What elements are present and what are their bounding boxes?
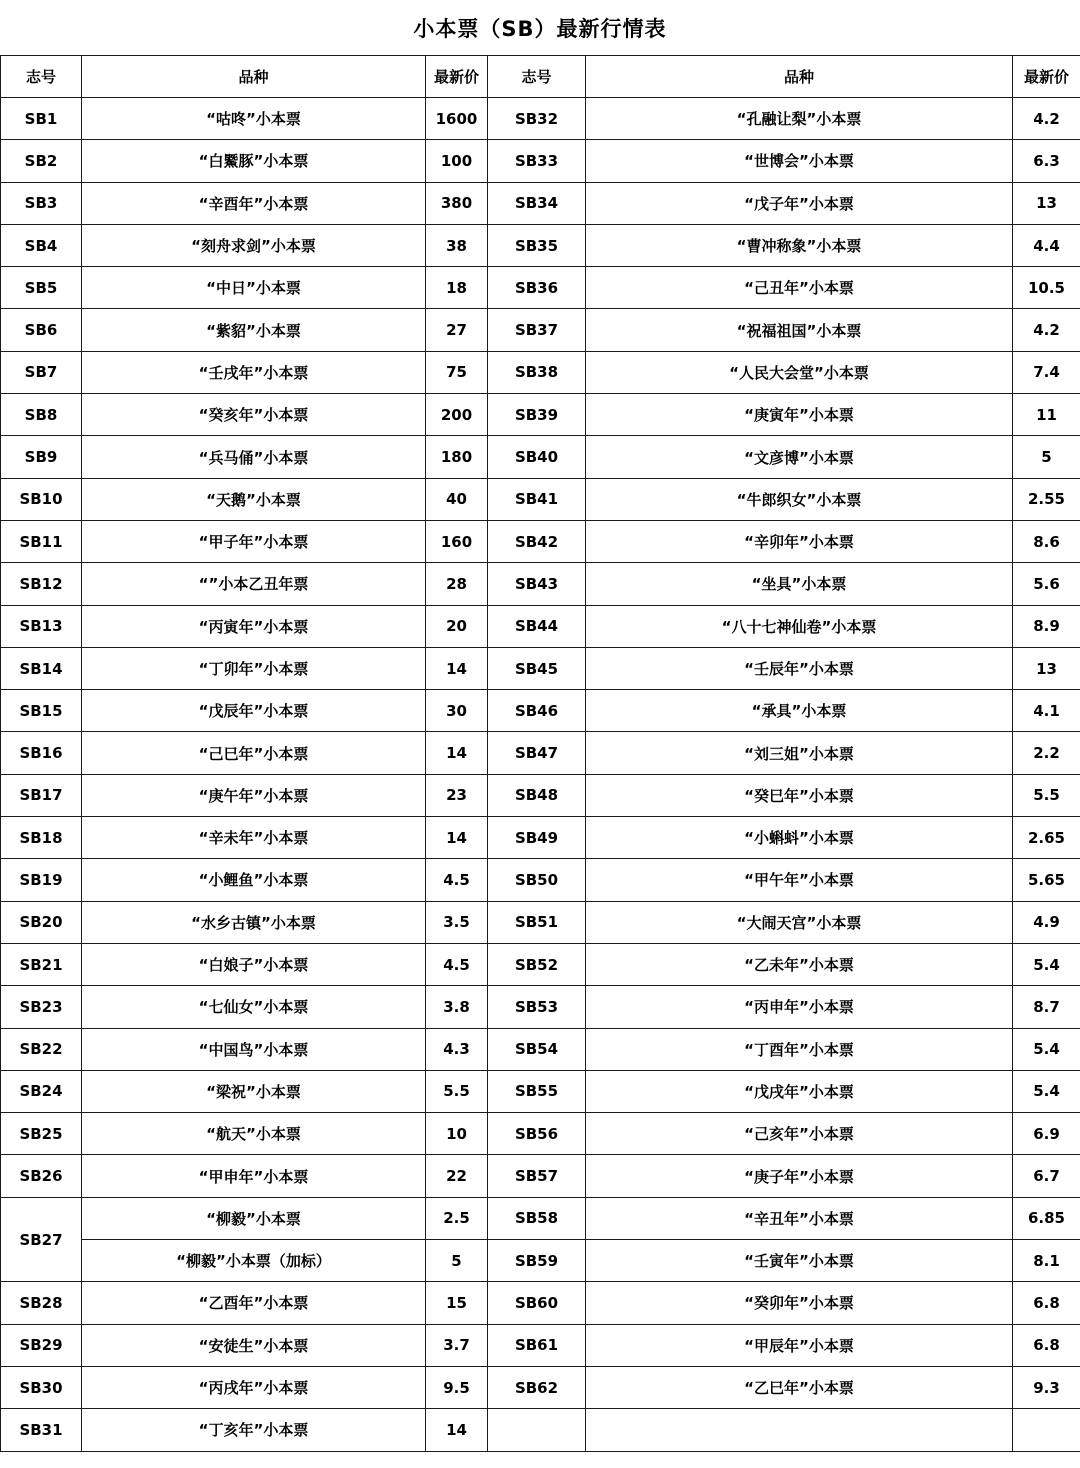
- stamp-price: 40: [426, 478, 488, 520]
- table-row: [1, 267, 1080, 309]
- stamp-variety: “壬寅年”小本票: [586, 1240, 1013, 1282]
- stamp-price: 8.1: [1013, 1240, 1080, 1282]
- stamp-price: 4.2: [1013, 98, 1080, 140]
- table-row: [1, 774, 1080, 816]
- stamp-variety: “辛卯年”小本票: [586, 520, 1013, 562]
- stamp-code: SB45: [488, 647, 586, 689]
- table-row: [1, 1240, 1080, 1282]
- stamp-variety: “丙寅年”小本票: [82, 605, 426, 647]
- table-row: [1, 478, 1080, 520]
- stamp-price: 5.65: [1013, 859, 1080, 901]
- stamp-price: [1013, 1409, 1080, 1451]
- stamp-variety: “坐具”小本票: [586, 563, 1013, 605]
- stamp-price: 5.4: [1013, 1070, 1080, 1112]
- table-row: [1, 647, 1080, 689]
- stamp-code: SB25: [1, 1113, 82, 1155]
- table-row: [1, 1070, 1080, 1112]
- stamp-code: SB52: [488, 943, 586, 985]
- stamp-price: 5.5: [426, 1070, 488, 1112]
- stamp-code: SB42: [488, 520, 586, 562]
- table-row: [1, 182, 1080, 224]
- stamp-price: 6.8: [1013, 1282, 1080, 1324]
- stamp-variety: “丁亥年”小本票: [82, 1409, 426, 1451]
- header-price: 最新价: [426, 56, 488, 98]
- stamp-variety: “人民大会堂”小本票: [586, 351, 1013, 393]
- stamp-variety: “庚寅年”小本票: [586, 394, 1013, 436]
- stamp-variety: “牛郎织女”小本票: [586, 478, 1013, 520]
- stamp-variety: “丁卯年”小本票: [82, 647, 426, 689]
- stamp-code: SB50: [488, 859, 586, 901]
- stamp-variety: “甲子年”小本票: [82, 520, 426, 562]
- table-row: [1, 1324, 1080, 1366]
- stamp-variety: “戊戌年”小本票: [586, 1070, 1013, 1112]
- header-price: 最新价: [1013, 56, 1080, 98]
- stamp-code: SB61: [488, 1324, 586, 1366]
- stamp-price: 5: [426, 1240, 488, 1282]
- stamp-variety: “世博会”小本票: [586, 140, 1013, 182]
- stamp-code: SB51: [488, 901, 586, 943]
- table-row: [1, 1028, 1080, 1070]
- table-row: [1, 140, 1080, 182]
- stamp-variety: “甲午年”小本票: [586, 859, 1013, 901]
- stamp-price: 5.4: [1013, 943, 1080, 985]
- stamp-variety: “刘三姐”小本票: [586, 732, 1013, 774]
- stamp-code: SB5: [1, 267, 82, 309]
- table-row: [1, 986, 1080, 1028]
- table-row: [1, 224, 1080, 266]
- stamp-price: 22: [426, 1155, 488, 1197]
- stamp-variety: “小蝌蚪”小本票: [586, 817, 1013, 859]
- stamp-variety: “辛未年”小本票: [82, 817, 426, 859]
- stamp-variety: “柳毅”小本票: [82, 1197, 426, 1239]
- table-body: [1, 98, 1080, 1452]
- table-row: [1, 1113, 1080, 1155]
- stamp-price: 5: [1013, 436, 1080, 478]
- stamp-variety: “七仙女”小本票: [82, 986, 426, 1028]
- stamp-code: SB47: [488, 732, 586, 774]
- stamp-price: 2.65: [1013, 817, 1080, 859]
- header-code: 志号: [1, 56, 82, 98]
- stamp-code: SB29: [1, 1324, 82, 1366]
- stamp-variety: “癸亥年”小本票: [82, 394, 426, 436]
- stamp-code: SB23: [1, 986, 82, 1028]
- stamp-price: 13: [1013, 182, 1080, 224]
- table-row: [1, 901, 1080, 943]
- stamp-variety: “庚午年”小本票: [82, 774, 426, 816]
- stamp-code: SB59: [488, 1240, 586, 1282]
- stamp-price: 3.7: [426, 1324, 488, 1366]
- stamp-variety: “白鱀豚”小本票: [82, 140, 426, 182]
- stamp-code: SB13: [1, 605, 82, 647]
- stamp-variety: “丁酉年”小本票: [586, 1028, 1013, 1070]
- stamp-code: SB37: [488, 309, 586, 351]
- stamp-variety: “八十七神仙卷”小本票: [586, 605, 1013, 647]
- quotes-table: [0, 55, 1080, 1452]
- stamp-price: 5.4: [1013, 1028, 1080, 1070]
- stamp-variety: “梁祝”小本票: [82, 1070, 426, 1112]
- stamp-code: SB4: [1, 224, 82, 266]
- stamp-price: 6.8: [1013, 1324, 1080, 1366]
- stamp-price: 160: [426, 520, 488, 562]
- stamp-code: SB58: [488, 1197, 586, 1239]
- stamp-price: 7.4: [1013, 351, 1080, 393]
- stamp-code: SB40: [488, 436, 586, 478]
- stamp-variety: “承具”小本票: [586, 690, 1013, 732]
- stamp-price: 14: [426, 732, 488, 774]
- stamp-price: 9.3: [1013, 1366, 1080, 1408]
- stamp-code: SB19: [1, 859, 82, 901]
- stamp-price: 20: [426, 605, 488, 647]
- header-variety: 品种: [82, 56, 426, 98]
- table-row: [1, 520, 1080, 562]
- stamp-price: 11: [1013, 394, 1080, 436]
- stamp-variety: “小鲤鱼”小本票: [82, 859, 426, 901]
- stamp-price: 5.5: [1013, 774, 1080, 816]
- stamp-code: SB60: [488, 1282, 586, 1324]
- stamp-variety: “曹冲称象”小本票: [586, 224, 1013, 266]
- stamp-code: [488, 1409, 586, 1451]
- stamp-variety: [586, 1409, 1013, 1451]
- stamp-price: 8.7: [1013, 986, 1080, 1028]
- stamp-variety: “紫貂”小本票: [82, 309, 426, 351]
- stamp-price: 8.9: [1013, 605, 1080, 647]
- stamp-variety: “安徒生”小本票: [82, 1324, 426, 1366]
- stamp-code: SB12: [1, 563, 82, 605]
- stamp-price: 4.1: [1013, 690, 1080, 732]
- stamp-variety: “己亥年”小本票: [586, 1113, 1013, 1155]
- page-title: 小本票（SB）最新行情表: [413, 17, 667, 41]
- stamp-code: SB17: [1, 774, 82, 816]
- stamp-code: SB6: [1, 309, 82, 351]
- stamp-code: SB41: [488, 478, 586, 520]
- stamp-price: 100: [426, 140, 488, 182]
- stamp-variety: “刻舟求剑”小本票: [82, 224, 426, 266]
- stamp-code: SB38: [488, 351, 586, 393]
- table-row: [1, 351, 1080, 393]
- stamp-code: SB53: [488, 986, 586, 1028]
- stamp-variety: “咕咚”小本票: [82, 98, 426, 140]
- stamp-code: SB15: [1, 690, 82, 732]
- stamp-price: 6.7: [1013, 1155, 1080, 1197]
- stamp-variety: “水乡古镇”小本票: [82, 901, 426, 943]
- stamp-price: 23: [426, 774, 488, 816]
- stamp-variety: “乙未年”小本票: [586, 943, 1013, 985]
- stamp-price: 6.3: [1013, 140, 1080, 182]
- stamp-variety: “庚子年”小本票: [586, 1155, 1013, 1197]
- stamp-price: 30: [426, 690, 488, 732]
- stamp-code: SB48: [488, 774, 586, 816]
- stamp-price: 4.3: [426, 1028, 488, 1070]
- table-row: [1, 943, 1080, 985]
- stamp-variety: “丙申年”小本票: [586, 986, 1013, 1028]
- stamp-price: 200: [426, 394, 488, 436]
- stamp-code: SB62: [488, 1366, 586, 1408]
- stamp-price: 2.2: [1013, 732, 1080, 774]
- stamp-code: SB34: [488, 182, 586, 224]
- stamp-code: SB31: [1, 1409, 82, 1451]
- stamp-variety: “祝福祖国”小本票: [586, 309, 1013, 351]
- stamp-code: SB20: [1, 901, 82, 943]
- stamp-variety: “辛丑年”小本票: [586, 1197, 1013, 1239]
- header-variety: 品种: [586, 56, 1013, 98]
- stamp-price: 5.6: [1013, 563, 1080, 605]
- stamp-price: 3.8: [426, 986, 488, 1028]
- stamp-variety: “壬戌年”小本票: [82, 351, 426, 393]
- stamp-code: SB2: [1, 140, 82, 182]
- stamp-variety: “甲辰年”小本票: [586, 1324, 1013, 1366]
- table-row: [1, 1155, 1080, 1197]
- stamp-variety: “”小本乙丑年票: [82, 563, 426, 605]
- stamp-code: SB9: [1, 436, 82, 478]
- stamp-code: SB55: [488, 1070, 586, 1112]
- stamp-code: SB10: [1, 478, 82, 520]
- stamp-code: SB44: [488, 605, 586, 647]
- table-row: [1, 1197, 1080, 1239]
- table-row: [1, 436, 1080, 478]
- stamp-code: SB26: [1, 1155, 82, 1197]
- stamp-price: 6.9: [1013, 1113, 1080, 1155]
- stamp-variety: “乙酉年”小本票: [82, 1282, 426, 1324]
- stamp-price: 38: [426, 224, 488, 266]
- stamp-code: SB21: [1, 943, 82, 985]
- table-row: [1, 1282, 1080, 1324]
- stamp-price: 18: [426, 267, 488, 309]
- table-row: [1, 1366, 1080, 1408]
- stamp-price: 14: [426, 647, 488, 689]
- stamp-price: 10.5: [1013, 267, 1080, 309]
- stamp-price: 9.5: [426, 1366, 488, 1408]
- stamp-variety: “戊辰年”小本票: [82, 690, 426, 732]
- stamp-code: SB57: [488, 1155, 586, 1197]
- stamp-variety: “文彦博”小本票: [586, 436, 1013, 478]
- stamp-price: 13: [1013, 647, 1080, 689]
- table-row: [1, 859, 1080, 901]
- stamp-price: 14: [426, 1409, 488, 1451]
- stamp-price: 180: [426, 436, 488, 478]
- table-row: [1, 394, 1080, 436]
- stamp-price: 27: [426, 309, 488, 351]
- stamp-variety: “中国鸟”小本票: [82, 1028, 426, 1070]
- stamp-code: SB49: [488, 817, 586, 859]
- stamp-price: 15: [426, 1282, 488, 1324]
- stamp-code: SB33: [488, 140, 586, 182]
- stamp-price: 8.6: [1013, 520, 1080, 562]
- stamp-code: SB35: [488, 224, 586, 266]
- stamp-code: SB24: [1, 1070, 82, 1112]
- stamp-price: 4.5: [426, 943, 488, 985]
- stamp-price: 75: [426, 351, 488, 393]
- stamp-variety: “大闹天宫”小本票: [586, 901, 1013, 943]
- stamp-variety: “癸巳年”小本票: [586, 774, 1013, 816]
- stamp-code: SB1: [1, 98, 82, 140]
- stamp-code: SB36: [488, 267, 586, 309]
- stamp-variety: “柳毅”小本票（加标）: [82, 1240, 426, 1282]
- stamp-price: 10: [426, 1113, 488, 1155]
- stamp-code: SB14: [1, 647, 82, 689]
- stamp-variety: “天鹅”小本票: [82, 478, 426, 520]
- stamp-price: 4.4: [1013, 224, 1080, 266]
- stamp-code: SB56: [488, 1113, 586, 1155]
- stamp-price: 4.9: [1013, 901, 1080, 943]
- stamp-code: SB27: [1, 1197, 82, 1282]
- table-row: [1, 563, 1080, 605]
- stamp-code: SB22: [1, 1028, 82, 1070]
- table-row: [1, 732, 1080, 774]
- stamp-price: 4.2: [1013, 309, 1080, 351]
- stamp-variety: “中日”小本票: [82, 267, 426, 309]
- header-row: [1, 56, 1080, 98]
- stamp-variety: “戊子年”小本票: [586, 182, 1013, 224]
- stamp-variety: “白娘子”小本票: [82, 943, 426, 985]
- stamp-code: SB11: [1, 520, 82, 562]
- stamp-code: SB32: [488, 98, 586, 140]
- stamp-code: SB16: [1, 732, 82, 774]
- stamp-code: SB18: [1, 817, 82, 859]
- table-row: [1, 309, 1080, 351]
- stamp-price: 380: [426, 182, 488, 224]
- header-code: 志号: [488, 56, 586, 98]
- stamp-code: SB3: [1, 182, 82, 224]
- table-row: [1, 1409, 1080, 1451]
- stamp-variety: “孔融让梨”小本票: [586, 98, 1013, 140]
- stamp-code: SB28: [1, 1282, 82, 1324]
- stamp-variety: “己巳年”小本票: [82, 732, 426, 774]
- stamp-variety: “甲申年”小本票: [82, 1155, 426, 1197]
- stamp-code: SB30: [1, 1366, 82, 1408]
- stamp-price: 6.85: [1013, 1197, 1080, 1239]
- stamp-price: 2.55: [1013, 478, 1080, 520]
- stamp-code: SB43: [488, 563, 586, 605]
- stamp-code: SB46: [488, 690, 586, 732]
- stamp-variety: “壬辰年”小本票: [586, 647, 1013, 689]
- stamp-variety: “癸卯年”小本票: [586, 1282, 1013, 1324]
- stamp-price: 3.5: [426, 901, 488, 943]
- stamp-price: 4.5: [426, 859, 488, 901]
- stamp-price: 2.5: [426, 1197, 488, 1239]
- stamp-variety: “航天”小本票: [82, 1113, 426, 1155]
- table-row: [1, 817, 1080, 859]
- table-row: [1, 605, 1080, 647]
- stamp-price: 14: [426, 817, 488, 859]
- table-row: [1, 98, 1080, 140]
- stamp-price: 1600: [426, 98, 488, 140]
- table-row: [1, 690, 1080, 732]
- stamp-variety: “己丑年”小本票: [586, 267, 1013, 309]
- stamp-variety: “辛酉年”小本票: [82, 182, 426, 224]
- stamp-code: SB54: [488, 1028, 586, 1070]
- stamp-variety: “兵马俑”小本票: [82, 436, 426, 478]
- stamp-variety: “丙戌年”小本票: [82, 1366, 426, 1408]
- stamp-code: SB8: [1, 394, 82, 436]
- stamp-code: SB7: [1, 351, 82, 393]
- stamp-price: 28: [426, 563, 488, 605]
- stamp-variety: “乙巳年”小本票: [586, 1366, 1013, 1408]
- stamp-code: SB39: [488, 394, 586, 436]
